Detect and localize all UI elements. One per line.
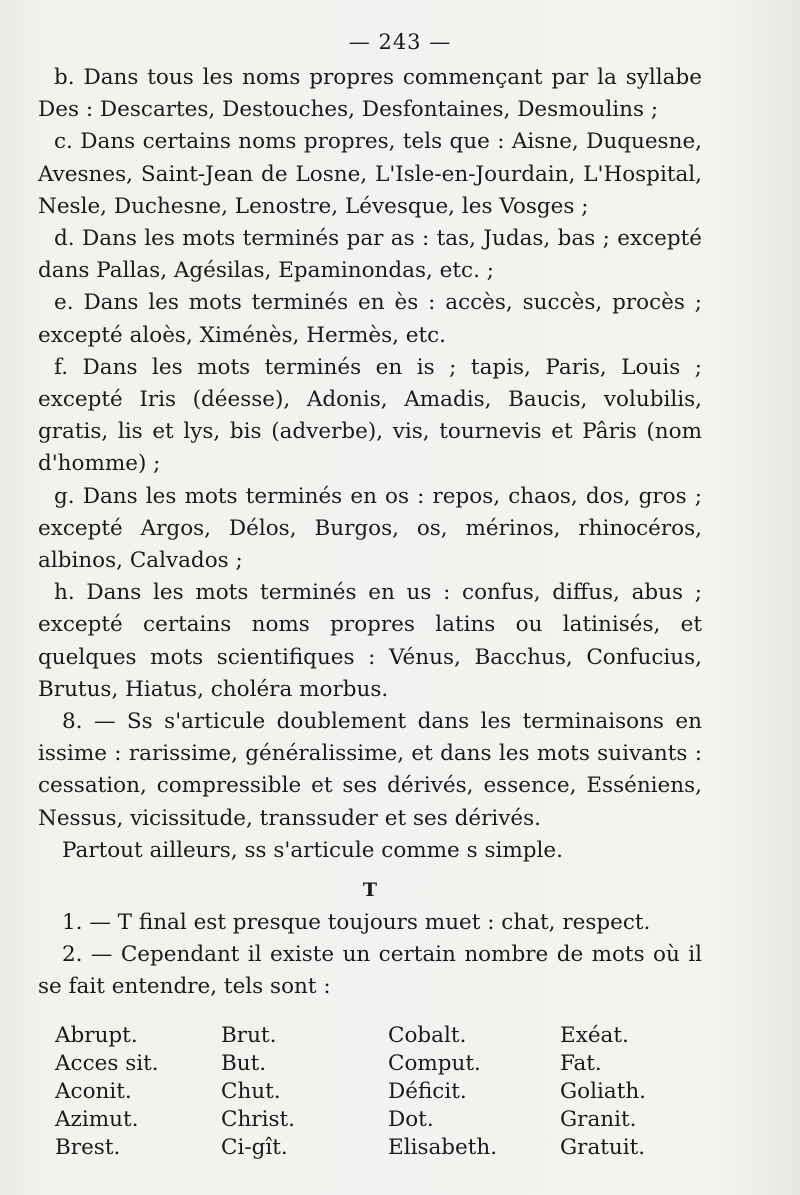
- page-number: — 243 —: [348, 30, 452, 54]
- page-body: [38, 62, 702, 1004]
- word-item: Goliath.: [560, 1079, 647, 1104]
- word-item: Fat.: [560, 1051, 602, 1076]
- paragraph-b: b. Dans tous les noms propres commençant par la syllabe Des : Descartes, Destouches, Desfontaines, Desmoulins ;: [38, 65, 702, 123]
- word-item: But.: [221, 1051, 267, 1076]
- word-item: Acces sit.: [55, 1051, 159, 1076]
- word-item: Azimut.: [55, 1107, 139, 1132]
- word-item: Granit.: [560, 1107, 637, 1132]
- rule-1: 1. — T final est presque toujours muet : chat, respect.: [62, 910, 651, 936]
- paragraph-e: e. Dans les mots terminés en ès : accès, succès, procès ; excepté aloès, Ximénès, Hermès, etc.: [38, 290, 702, 348]
- word-item: Christ.: [221, 1107, 295, 1132]
- paragraph-8: 8. — Ss s'articule doublement dans les terminaisons en issime : rarissime, généralissime, et dans les mots suivants : cessation, compressible et ses dérivés, essence, Esséniens, Nessus, vicissitude, transsuder et ses dérivés.: [38, 709, 702, 831]
- word-item: Brut.: [221, 1023, 277, 1048]
- word-item: Elisabeth.: [388, 1135, 498, 1160]
- word-item: Exéat.: [560, 1023, 629, 1048]
- paragraph-h: h. Dans les mots terminés en us : confus, diffus, abus ; excepté certains noms propres latins ou latinisés, et quelques mots scientifiques : Vénus, Bacchus, Confucius, Brutus, Hiatus, choléra morbus.: [38, 580, 702, 702]
- word-item: Aconit.: [55, 1079, 132, 1104]
- word-item: Dot.: [388, 1107, 434, 1132]
- word-column: [221, 1022, 295, 1162]
- word-item: Brest.: [55, 1135, 121, 1160]
- word-item: Abrupt.: [55, 1023, 138, 1048]
- word-item: Comput.: [388, 1051, 481, 1076]
- word-column: [560, 1022, 646, 1162]
- word-column: [388, 1022, 497, 1162]
- paragraph-g: g. Dans les mots terminés en os : repos, chaos, dos, gros ; excepté Argos, Délos, Burgos, os, mérinos, rhinocéros, albinos, Calvados ;: [38, 483, 702, 574]
- paragraph-d: d. Dans les mots terminés par as : tas, Judas, bas ; excepté dans Pallas, Agésilas, Epaminondas, etc. ;: [38, 226, 702, 284]
- word-item: Gratuit.: [560, 1135, 646, 1160]
- word-item: Déficit.: [388, 1079, 467, 1104]
- paragraph-partout: Partout ailleurs, ss s'articule comme s simple.: [62, 837, 563, 863]
- word-item: Chut.: [221, 1079, 281, 1104]
- word-item: Ci-gît.: [221, 1135, 288, 1160]
- section-title: T: [362, 879, 378, 902]
- paragraph-f: f. Dans les mots terminés en is ; tapis, Paris, Louis ; excepté Iris (déesse), Adonis, Amadis, Baucis, volubilis, gratis, lis et lys, bis (adverbe), vis, tournevis et Pâris (nom d'homme) ;: [38, 354, 702, 477]
- rule-2: 2. — Cependant il existe un certain nombre de mots où il se fait entendre, tels sont :: [38, 942, 702, 1000]
- word-item: Cobalt.: [388, 1023, 467, 1048]
- paragraph-c: c. Dans certains noms propres, tels que : Aisne, Duquesne, Avesnes, Saint-Jean de Losne, L'Isle-en-Jourdain, L'Hospital, Nesle, Duchesne, Lenostre, Lévesque, les Vosges ;: [38, 129, 702, 219]
- word-column: [55, 1022, 159, 1162]
